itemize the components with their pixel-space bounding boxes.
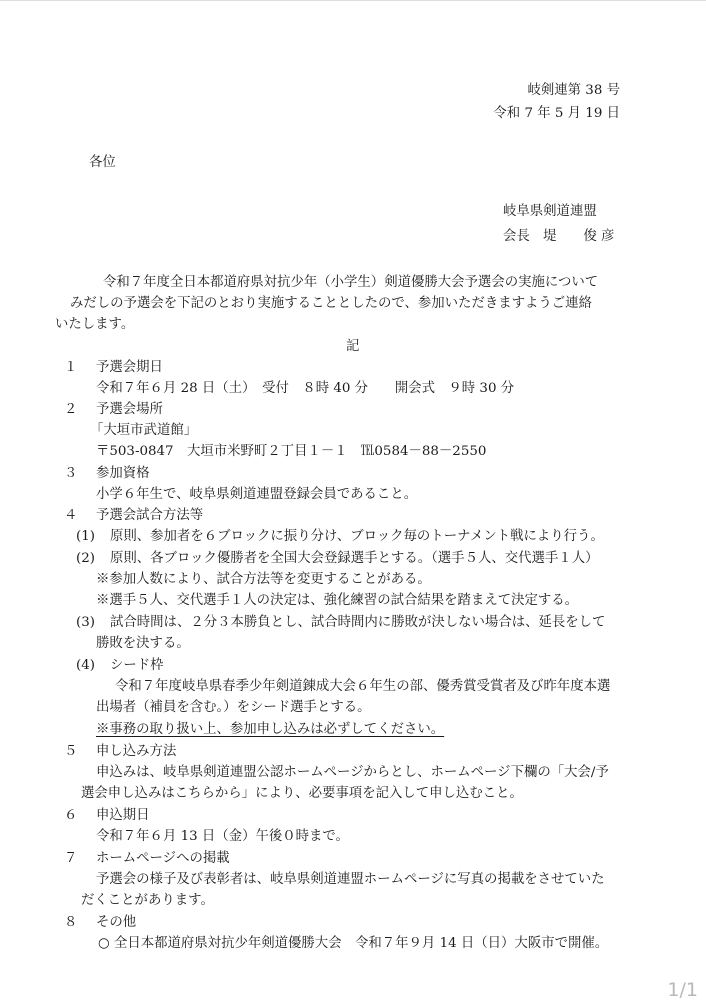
item-4-4-line-1: 令和７年度岐阜県春季少年剣道錬成大会６年生の部、優秀賞受賞者及び昨年度本選 [115,679,611,694]
page-indicator: 1/1 [667,979,698,1001]
page-top-edge [0,0,706,1]
document-date: 令和 7 年 5 月 19 日 [493,106,620,121]
section-4-title: 予選会試合方法等 [96,508,204,523]
document-number: 岐剣連第 38 号 [527,83,620,98]
intro-line-2: みだしの予選会を下記のとおり実施することとしたので、参加いただきますようご連絡 [70,296,592,311]
section-3-line-1: 小学６年生で、岐阜県剣道連盟登録会員であること。 [96,487,418,502]
section-7-title: ホームページへの掲載 [96,851,230,866]
item-4-4-number: (4) [76,658,95,673]
section-2-title: 予選会場所 [96,402,163,417]
item-4-4-note: ※事務の取り扱い上、参加申し込みは必ずしてください。 [96,722,445,737]
section-8-title: その他 [96,915,137,930]
section-7-line-1: 予選会の様子及び表彰者は、岐阜県剣道連盟ホームページに写真の掲載をさせていた [96,872,605,887]
section-8-line-1: ○ 全日本都道府県対抗少年剣道優勝大会 令和７年９月 14 日（日）大阪市で開催。 [98,936,609,951]
item-4-3-number: (3) [76,615,95,630]
item-4-4-line-2: 出場者（補員を含む。）をシード選手とする。 [96,700,371,715]
item-4-2-number: (2) [76,551,95,566]
item-4-3-text: 試合時間は、２分３本勝負とし、試合時間内に勝敗が決しない場合は、延長をして [110,615,606,630]
section-7-line-2: だくことがあります。 [81,893,214,908]
sender-title-name: 会長 堤 俊 彦 [503,229,615,244]
section-1-number: １ [64,360,78,375]
item-4-1-text: 原則、参加者を６ブロックに振り分け、ブロック毎のトーナメント戦により行う。 [110,529,604,544]
item-4-4-text: シード枠 [110,658,164,673]
section-8-number: ８ [64,915,78,930]
intro-line-1: 令和７年度全日本都道府県対抗少年（小学生）剣道優勝大会予選会の実施について [103,275,599,290]
addressee: 各位 [89,155,116,170]
item-4-3-continuation: 勝敗を決する。 [96,636,190,651]
section-2-address: 〒503-0847 大垣市米野町２丁目１－１ ℡0584－88－2550 [96,444,487,459]
item-4-2-text: 原則、各ブロック優勝者を全国大会登録選手とする。（選手５人、交代選手１人） [110,551,599,566]
section-6-line-1: 令和７年６月 13 日（金）午後０時まで。 [96,829,349,844]
item-4-2-note-2: ※選手５人、交代選手１人の決定は、強化練習の試合結果を踏まえて決定する。 [96,593,579,608]
section-5-title: 申し込み方法 [96,744,177,759]
section-3-number: ３ [64,466,78,481]
section-2-number: ２ [64,402,78,417]
section-5-number: ５ [64,744,78,759]
section-1-line-1: 令和７年６月 28 日（土） 受付 ８時 40 分 開会式 ９時 30 分 [96,381,515,396]
section-2-venue: 「大垣市武道館」 [90,423,198,438]
ki-heading: 記 [346,339,360,354]
section-5-line-2: 選会申し込みはこちらから」により、必要事項を記入して申し込むこと。 [81,786,523,801]
section-6-title: 申込期日 [96,808,150,823]
sender-organization: 岐阜県剣道連盟 [503,204,597,219]
intro-line-3: いたします。 [55,317,135,332]
section-6-number: ６ [64,808,78,823]
section-4-number: ４ [64,508,78,523]
section-7-number: ７ [64,851,78,866]
item-4-1-number: (1) [76,529,95,544]
section-5-line-1: 申込みは、岐阜県剣道連盟公認ホームページからとし、ホームページ下欄の「大会/予 [96,765,609,780]
section-1-title: 予選会期日 [96,360,163,375]
section-3-title: 参加資格 [96,466,150,481]
item-4-2-note-1: ※参加人数により、試合方法等を変更することがある。 [96,572,431,587]
